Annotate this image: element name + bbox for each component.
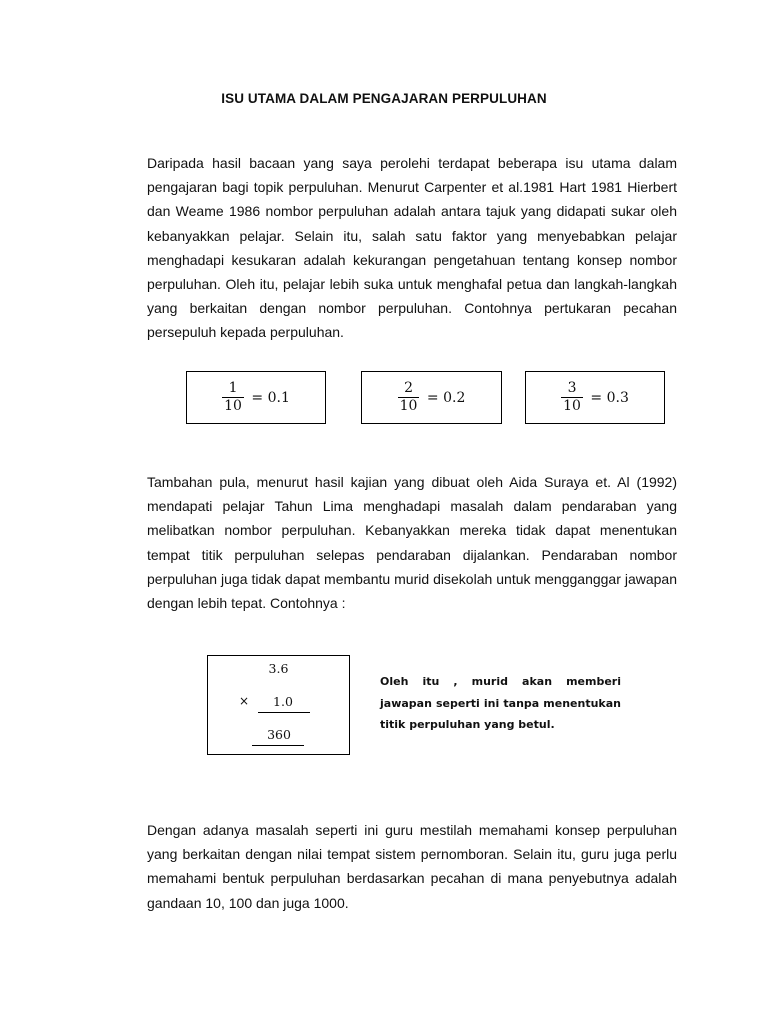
fraction-result: = 0.3: [585, 389, 629, 406]
paragraph-multiplication-issue: Tambahan pula, menurut hasil kajian yang dibuat oleh Aida Suraya et. Al (1992) mendapati pelajar Tahun Lima menghadapi masalah dalam pendaraban yang melibatkan nombor perpuluhan. Kebanyakkan mereka tidak dapat menentukan tempat titik perpuluhan selepas pendaraban dijalankan. Pendaraban nombor perpuluhan juga tidak dapat membantu murid disekolah untuk mengganggar jawapan dengan lebih tepat. Contohnya :: [147, 474, 677, 612]
fraction-denominator: 10: [563, 398, 581, 414]
fraction-result: = 0.2: [422, 389, 466, 406]
fraction-result: = 0.1: [246, 389, 290, 406]
paragraph-intro: Daripada hasil bacaan yang saya perolehi terdapat beberapa isu utama dalam pengajaran bagi topik perpuluhan. Menurut Carpenter et al.1981 Hart 1981 Hierbert dan Weame 1986 nombor perpuluhan adalah antara tajuk yang didapati sukar oleh kebanyakkan pelajar. Selain itu, salah satu faktor yang menyebabkan pelajar menghadapi kesukaran adalah kekurangan pengetahuan tentang konsep nombor perpuluhan. Oleh itu, pelajar lebih suka untuk menghafal petua dan langkah-langkah yang berkaitan dengan nombor perpuluhan. Contohnya pertukaran pecahan persepuluh kepada perpuluhan.: [147, 155, 677, 341]
fraction-numerator: 3: [567, 380, 577, 397]
paragraph-conclusion: Dengan adanya masalah seperti ini guru mestilah memahami konsep perpuluhan yang berkaitan dengan nilai tempat sistem pernomboran. Selain itu, guru juga perlu memahami bentuk perpuluhan berdasarkan pecahan di mana penyebutnya adalah gandaan 10, 100 dan juga 1000.: [147, 822, 677, 911]
fraction-box-2: [361, 371, 502, 424]
divider-line: [258, 712, 310, 713]
fraction: [561, 381, 583, 413]
multiplicand: 3.6: [268, 661, 289, 676]
page-title: ISU UTAMA DALAM PENGAJARAN PERPULUHAN: [221, 91, 547, 106]
fraction-denominator: 10: [224, 398, 242, 414]
fraction-box-1: [186, 371, 326, 424]
divider-line: [252, 745, 304, 746]
fraction-denominator: 10: [399, 398, 418, 414]
multiply-sign: ×: [239, 694, 250, 708]
fraction-numerator: 2: [404, 380, 413, 397]
fraction: [222, 381, 244, 413]
fraction-numerator: 1: [228, 380, 238, 397]
product-result: 360: [267, 727, 291, 742]
fraction: [398, 381, 420, 413]
multiplier: 1.0: [273, 694, 293, 709]
multiplication-example-box: [207, 655, 350, 755]
multiplication-note: Oleh itu , murid akan memberi jawapan seperti ini tanpa menentukan titik perpuluhan yang betul.: [380, 675, 621, 731]
fraction-box-3: [525, 371, 665, 424]
